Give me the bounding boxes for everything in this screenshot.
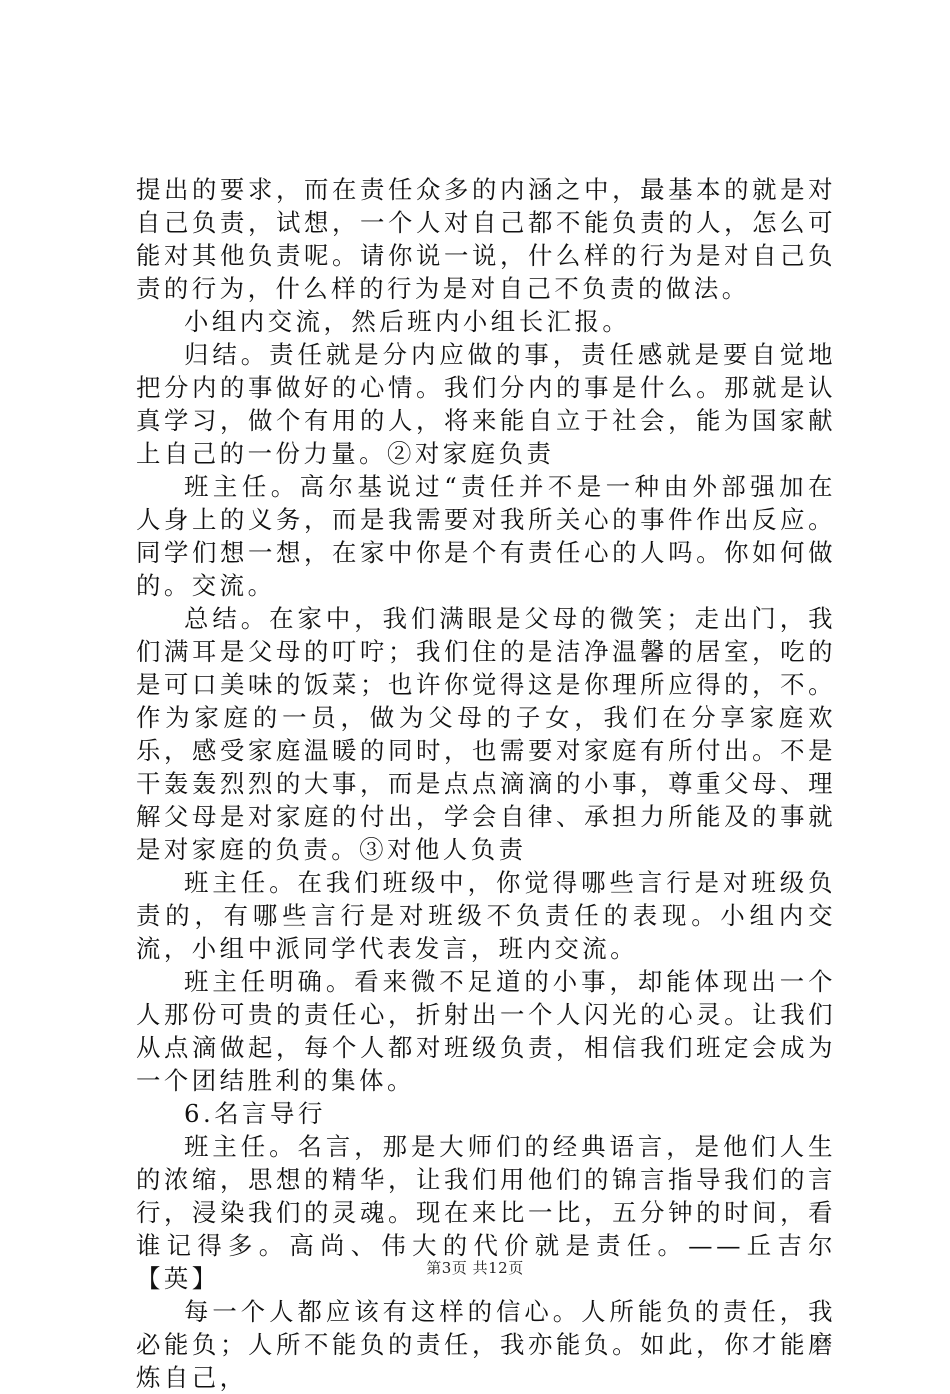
- paragraph: 总结。在家中，我们满眼是父母的微笑；走出门，我们满耳是父母的叮咛；我们住的是洁净温馨的居室，吃的是可口美味的饭菜；也许你觉得这是你理所应得的，不。作为家庭的一员，做为父母的子女，我们在分享家庭欢乐，感受家庭温暖的同时，也需要对家庭有所付出。不是干轰轰烈烈的大事，而是点点滴滴的小事，尊重父母、理解父母是对家庭的付出，学会自律、承担力所能及的事就是对家庭的负责。③对他人负责: [136, 604, 836, 864]
- paragraph: 班主任明确。看来微不足道的小事，却能体现出一个人那份可贵的责任心，折射出一个人闪光的心灵。让我们从点滴做起，每个人都对班级负责，相信我们班定会成为一个团结胜利的集体。: [136, 967, 836, 1095]
- paragraph: 提出的要求，而在责任众多的内涵之中，最基本的就是对自己负责，试想，一个人对自己都不能负责的人，怎么可能对其他负责呢。请你说一说，什么样的行为是对自己负责的行为，什么样的行为是对自己不负责的做法。: [136, 175, 836, 303]
- paragraph: 小组内交流，然后班内小组长汇报。: [184, 307, 631, 336]
- section-heading: 6.名言导行: [184, 1099, 326, 1128]
- paragraph: 归结。责任就是分内应做的事，责任感就是要自觉地把分内的事做好的心情。我们分内的事是什么。那就是认真学习，做个有用的人，将来能自立于社会，能为国家献上自己的一份力量。②对家庭负责: [136, 340, 836, 468]
- paragraph: 班主任。名言，那是大师们的经典语言，是他们人生的浓缩，思想的精华，让我们用他们的锦言指导我们的言行，浸染我们的灵魂。现在来比一比，五分钟的时间，看谁记得多。高尚、伟大的代价就是责任。——丘吉尔【英】: [136, 1132, 836, 1293]
- paragraph: 班主任。高尔基说过“责任并不是一种由外部强加在人身上的义务，而是我需要对我所关心的事件作出反应。同学们想一想，在家中你是个有责任心的人吗。你如何做的。交流。: [136, 472, 836, 600]
- paragraph: 每一个人都应该有这样的信心。人所能负的责任，我必能负；人所不能负的责任，我亦能负。如此，你才能磨炼自己，: [136, 1297, 836, 1392]
- page-number-footer: 第3页 共12页: [426, 1259, 524, 1277]
- document-body: [136, 173, 836, 1394]
- paragraph: 班主任。在我们班级中，你觉得哪些言行是对班级负责的，有哪些言行是对班级不负责任的表现。小组内交流，小组中派同学代表发言，班内交流。: [136, 868, 836, 963]
